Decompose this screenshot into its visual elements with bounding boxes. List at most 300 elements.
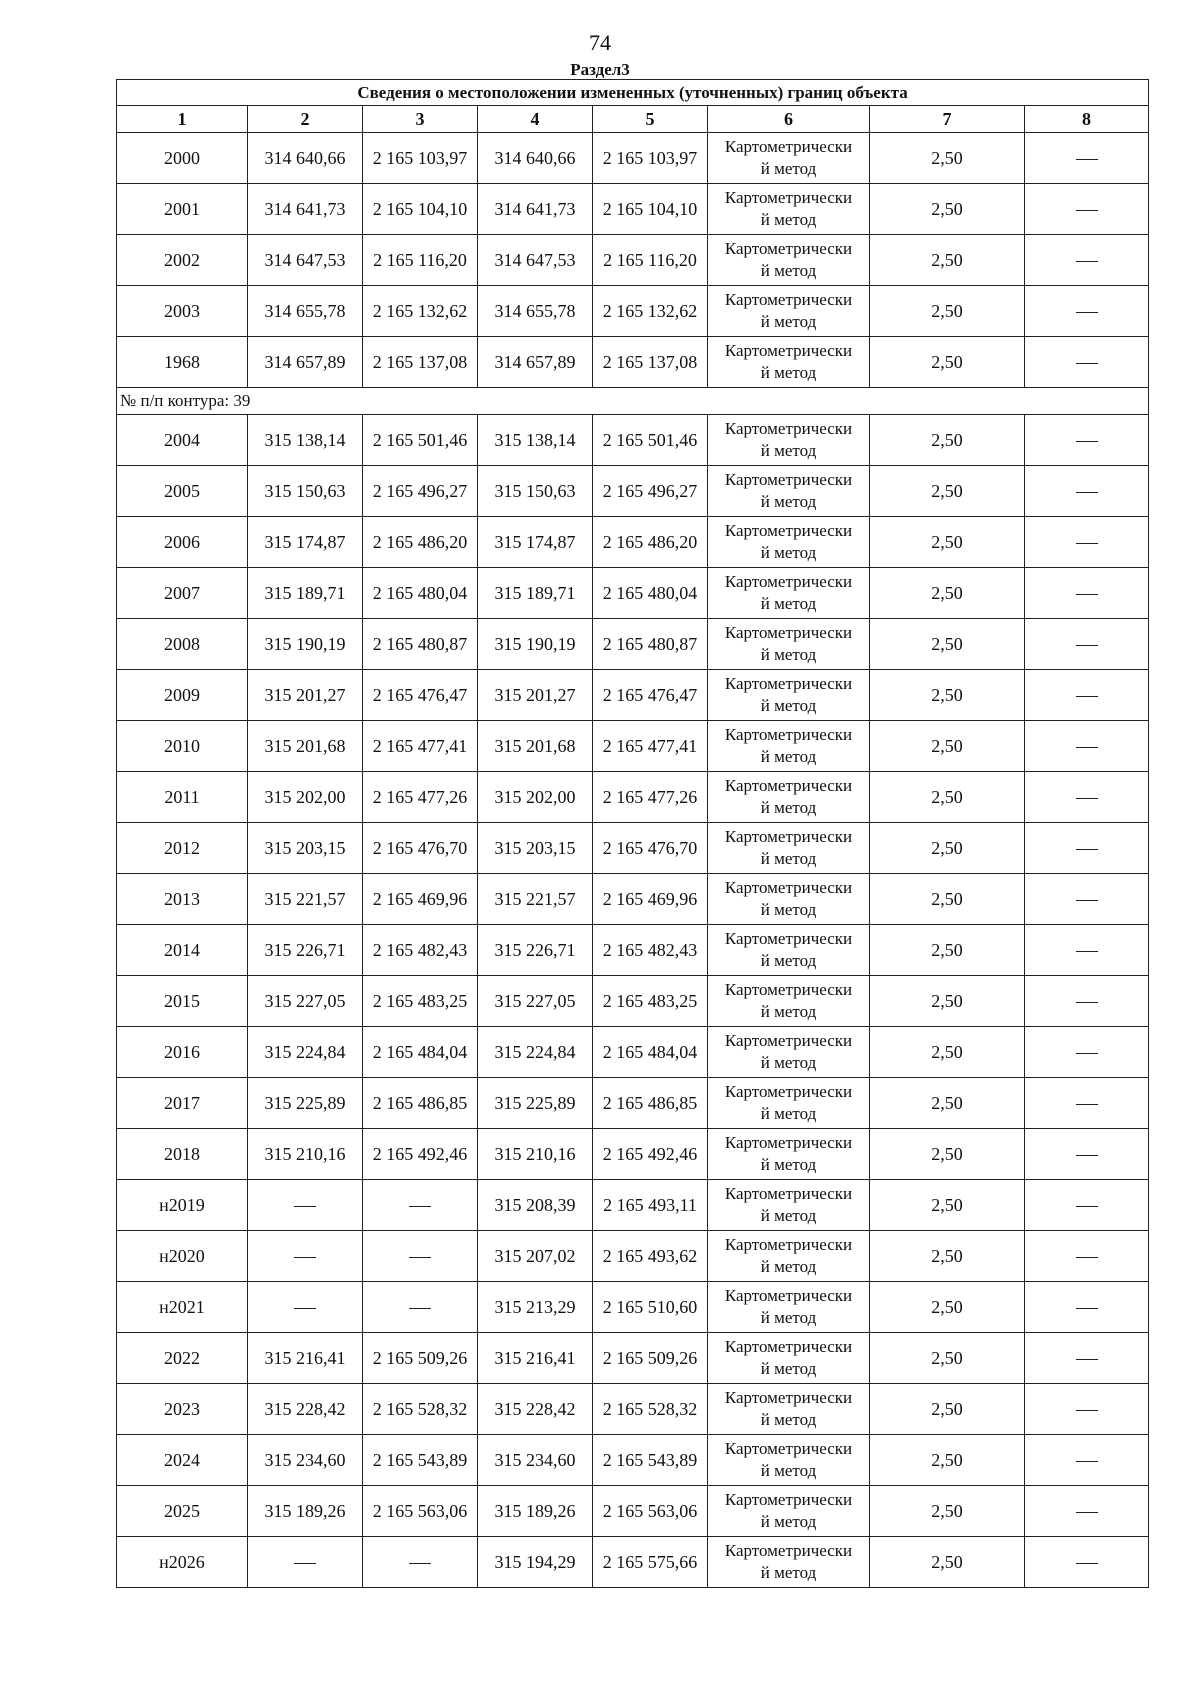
accuracy-cell: 2,50 (870, 772, 1025, 823)
table-row (117, 1180, 1149, 1231)
dash-mark (1076, 1002, 1098, 1003)
description-cell (1025, 1486, 1149, 1537)
new-x-cell: 315 216,41 (478, 1333, 593, 1384)
method-text-line: Картометрически (724, 674, 853, 693)
accuracy-cell: 2,50 (870, 976, 1025, 1027)
old-y-cell (363, 1282, 478, 1333)
method-text-line: й метод (760, 696, 817, 715)
old-y-cell: 2 165 103,97 (363, 133, 478, 184)
accuracy-cell: 2,50 (870, 874, 1025, 925)
dash-mark (1076, 159, 1098, 160)
accuracy-cell: 2,50 (870, 1231, 1025, 1282)
description-cell (1025, 415, 1149, 466)
point-number-cell: 2012 (117, 823, 248, 874)
new-y-cell: 2 165 528,32 (593, 1384, 708, 1435)
description-cell (1025, 823, 1149, 874)
accuracy-cell: 2,50 (870, 1180, 1025, 1231)
method-text-line: й метод (760, 645, 817, 664)
method-cell (708, 1129, 870, 1180)
new-y-cell: 2 165 493,11 (593, 1180, 708, 1231)
method-text-line: й метод (760, 1461, 817, 1480)
table-row (117, 133, 1149, 184)
method-cell (708, 772, 870, 823)
method-text-line: Картометрически (724, 725, 853, 744)
table-row (117, 1537, 1149, 1588)
old-x-cell: 315 234,60 (248, 1435, 363, 1486)
old-x-cell: 314 640,66 (248, 133, 363, 184)
new-x-cell: 315 221,57 (478, 874, 593, 925)
dash-mark (1076, 1257, 1098, 1258)
dash-mark (1076, 696, 1098, 697)
accuracy-cell: 2,50 (870, 337, 1025, 388)
method-text-line: й метод (760, 159, 817, 178)
method-cell (708, 1435, 870, 1486)
old-y-cell: 2 165 501,46 (363, 415, 478, 466)
column-header: 6 (708, 106, 870, 133)
dash-mark (1076, 492, 1098, 493)
old-y-cell: 2 165 482,43 (363, 925, 478, 976)
point-number-cell: 2017 (117, 1078, 248, 1129)
table-row (117, 466, 1149, 517)
new-y-cell: 2 165 486,20 (593, 517, 708, 568)
old-y-cell: 2 165 486,85 (363, 1078, 478, 1129)
new-y-cell: 2 165 116,20 (593, 235, 708, 286)
point-number-cell: 2004 (117, 415, 248, 466)
accuracy-cell: 2,50 (870, 619, 1025, 670)
new-x-cell: 314 640,66 (478, 133, 593, 184)
column-header: 4 (478, 106, 593, 133)
method-text-line: Картометрически (724, 572, 853, 591)
accuracy-cell: 2,50 (870, 1435, 1025, 1486)
old-x-cell (248, 1180, 363, 1231)
method-cell (708, 1078, 870, 1129)
method-text-line: й метод (760, 363, 817, 382)
point-number-cell: 2003 (117, 286, 248, 337)
table-row (117, 415, 1149, 466)
new-x-cell: 314 657,89 (478, 337, 593, 388)
point-number-cell: 2005 (117, 466, 248, 517)
method-text-line: Картометрически (724, 827, 853, 846)
table-row (117, 976, 1149, 1027)
method-text-line: й метод (760, 261, 817, 280)
method-cell (708, 286, 870, 337)
method-text-line: Картометрически (724, 290, 853, 309)
accuracy-cell: 2,50 (870, 568, 1025, 619)
table-row (117, 823, 1149, 874)
new-x-cell: 315 202,00 (478, 772, 593, 823)
old-y-cell: 2 165 486,20 (363, 517, 478, 568)
method-text-line: й метод (760, 1002, 817, 1021)
new-y-cell: 2 165 104,10 (593, 184, 708, 235)
accuracy-cell: 2,50 (870, 1027, 1025, 1078)
description-cell (1025, 1384, 1149, 1435)
old-x-cell: 315 224,84 (248, 1027, 363, 1078)
dash-mark (294, 1257, 316, 1258)
description-cell (1025, 337, 1149, 388)
accuracy-cell: 2,50 (870, 1486, 1025, 1537)
point-number-cell: 2013 (117, 874, 248, 925)
method-text-line: й метод (760, 1512, 817, 1531)
method-cell (708, 976, 870, 1027)
description-cell (1025, 133, 1149, 184)
description-cell (1025, 1231, 1149, 1282)
new-x-cell: 314 655,78 (478, 286, 593, 337)
method-cell (708, 823, 870, 874)
point-number-cell: н2019 (117, 1180, 248, 1231)
description-cell (1025, 1180, 1149, 1231)
old-x-cell: 315 226,71 (248, 925, 363, 976)
description-cell (1025, 874, 1149, 925)
new-x-cell: 315 201,27 (478, 670, 593, 721)
method-cell (708, 874, 870, 925)
dash-mark (294, 1206, 316, 1207)
new-x-cell: 315 234,60 (478, 1435, 593, 1486)
old-y-cell: 2 165 543,89 (363, 1435, 478, 1486)
column-header-row (117, 106, 1149, 133)
method-text-line: Картометрически (724, 980, 853, 999)
accuracy-cell: 2,50 (870, 235, 1025, 286)
old-x-cell (248, 1537, 363, 1588)
method-cell (708, 235, 870, 286)
old-x-cell: 315 228,42 (248, 1384, 363, 1435)
old-x-cell: 314 657,89 (248, 337, 363, 388)
new-x-cell: 315 174,87 (478, 517, 593, 568)
old-x-cell: 314 655,78 (248, 286, 363, 337)
method-text-line: Картометрически (724, 1337, 853, 1356)
method-cell (708, 1282, 870, 1333)
method-text-line: Картометрически (724, 1439, 853, 1458)
method-text-line: Картометрически (724, 1388, 853, 1407)
description-cell (1025, 235, 1149, 286)
method-text-line: й метод (760, 594, 817, 613)
old-y-cell (363, 1180, 478, 1231)
method-text-line: й метод (760, 1257, 817, 1276)
new-x-cell: 315 189,26 (478, 1486, 593, 1537)
method-text-line: й метод (760, 747, 817, 766)
new-x-cell: 315 227,05 (478, 976, 593, 1027)
method-text-line: й метод (760, 1206, 817, 1225)
new-y-cell: 2 165 477,41 (593, 721, 708, 772)
table-row (117, 772, 1149, 823)
method-text-line: Картометрически (724, 1031, 853, 1050)
description-cell (1025, 772, 1149, 823)
new-y-cell: 2 165 477,26 (593, 772, 708, 823)
old-y-cell: 2 165 476,47 (363, 670, 478, 721)
dash-mark (1076, 1359, 1098, 1360)
method-cell (708, 619, 870, 670)
old-y-cell: 2 165 496,27 (363, 466, 478, 517)
column-header: 2 (248, 106, 363, 133)
table-caption-row (117, 80, 1149, 106)
method-cell (708, 1180, 870, 1231)
table-row (117, 1231, 1149, 1282)
description-cell (1025, 1129, 1149, 1180)
dash-mark (1076, 261, 1098, 262)
dash-mark (1076, 900, 1098, 901)
point-number-cell: 2001 (117, 184, 248, 235)
dash-mark (1076, 210, 1098, 211)
method-cell (708, 133, 870, 184)
point-number-cell: 2022 (117, 1333, 248, 1384)
accuracy-cell: 2,50 (870, 1129, 1025, 1180)
contour-row (117, 388, 1149, 415)
old-x-cell: 315 189,71 (248, 568, 363, 619)
table-row (117, 1384, 1149, 1435)
method-text-line: й метод (760, 492, 817, 511)
new-x-cell: 315 207,02 (478, 1231, 593, 1282)
new-y-cell: 2 165 509,26 (593, 1333, 708, 1384)
new-y-cell: 2 165 492,46 (593, 1129, 708, 1180)
point-number-cell: 1968 (117, 337, 248, 388)
description-cell (1025, 286, 1149, 337)
method-text-line: Картометрически (724, 419, 853, 438)
dash-mark (1076, 645, 1098, 646)
method-text-line: й метод (760, 1359, 817, 1378)
column-header: 7 (870, 106, 1025, 133)
method-text-line: Картометрически (724, 239, 853, 258)
new-y-cell: 2 165 137,08 (593, 337, 708, 388)
old-x-cell: 315 227,05 (248, 976, 363, 1027)
new-y-cell: 2 165 496,27 (593, 466, 708, 517)
method-text-line: Картометрически (724, 929, 853, 948)
new-x-cell: 315 138,14 (478, 415, 593, 466)
new-y-cell: 2 165 484,04 (593, 1027, 708, 1078)
point-number-cell: 2025 (117, 1486, 248, 1537)
old-x-cell: 315 174,87 (248, 517, 363, 568)
point-number-cell: 2008 (117, 619, 248, 670)
point-number-cell: 2009 (117, 670, 248, 721)
method-text-line: Картометрически (724, 623, 853, 642)
old-y-cell: 2 165 132,62 (363, 286, 478, 337)
accuracy-cell: 2,50 (870, 670, 1025, 721)
description-cell (1025, 721, 1149, 772)
method-text-line: й метод (760, 1155, 817, 1174)
method-text-line: Картометрически (724, 878, 853, 897)
method-cell (708, 568, 870, 619)
method-text-line: Картометрически (724, 1286, 853, 1305)
dash-mark (1076, 1308, 1098, 1309)
table-row (117, 925, 1149, 976)
dash-mark (1076, 441, 1098, 442)
new-y-cell: 2 165 132,62 (593, 286, 708, 337)
point-number-cell: 2014 (117, 925, 248, 976)
point-number-cell: 2010 (117, 721, 248, 772)
new-x-cell: 314 647,53 (478, 235, 593, 286)
method-cell (708, 337, 870, 388)
old-y-cell: 2 165 137,08 (363, 337, 478, 388)
new-x-cell: 315 150,63 (478, 466, 593, 517)
method-text-line: й метод (760, 210, 817, 229)
method-cell (708, 721, 870, 772)
description-cell (1025, 1435, 1149, 1486)
table-row (117, 184, 1149, 235)
method-text-line: Картометрически (724, 1235, 853, 1254)
method-text-line: й метод (760, 951, 817, 970)
table-row (117, 568, 1149, 619)
point-number-cell: 2018 (117, 1129, 248, 1180)
new-x-cell: 315 225,89 (478, 1078, 593, 1129)
point-number-cell: 2002 (117, 235, 248, 286)
accuracy-cell: 2,50 (870, 823, 1025, 874)
old-y-cell: 2 165 483,25 (363, 976, 478, 1027)
old-x-cell (248, 1231, 363, 1282)
accuracy-cell: 2,50 (870, 1282, 1025, 1333)
description-cell (1025, 466, 1149, 517)
accuracy-cell: 2,50 (870, 1333, 1025, 1384)
old-y-cell: 2 165 528,32 (363, 1384, 478, 1435)
point-number-cell: 2023 (117, 1384, 248, 1435)
old-x-cell: 315 216,41 (248, 1333, 363, 1384)
new-y-cell: 2 165 493,62 (593, 1231, 708, 1282)
description-cell (1025, 670, 1149, 721)
point-number-cell: 2024 (117, 1435, 248, 1486)
old-y-cell: 2 165 484,04 (363, 1027, 478, 1078)
accuracy-cell: 2,50 (870, 133, 1025, 184)
method-text-line: й метод (760, 849, 817, 868)
old-x-cell: 315 201,27 (248, 670, 363, 721)
old-y-cell: 2 165 480,04 (363, 568, 478, 619)
table-row (117, 286, 1149, 337)
point-number-cell: 2000 (117, 133, 248, 184)
old-y-cell: 2 165 477,41 (363, 721, 478, 772)
new-x-cell: 315 210,16 (478, 1129, 593, 1180)
table-row (117, 670, 1149, 721)
old-x-cell: 315 203,15 (248, 823, 363, 874)
column-header: 3 (363, 106, 478, 133)
point-number-cell: н2026 (117, 1537, 248, 1588)
method-cell (708, 925, 870, 976)
dash-mark (1076, 1512, 1098, 1513)
method-cell (708, 466, 870, 517)
new-y-cell: 2 165 482,43 (593, 925, 708, 976)
description-cell (1025, 925, 1149, 976)
dash-mark (1076, 747, 1098, 748)
table-row (117, 1078, 1149, 1129)
method-text-line: Картометрически (724, 1082, 853, 1101)
new-y-cell: 2 165 480,04 (593, 568, 708, 619)
table-row (117, 721, 1149, 772)
new-y-cell: 2 165 476,47 (593, 670, 708, 721)
new-y-cell: 2 165 103,97 (593, 133, 708, 184)
accuracy-cell: 2,50 (870, 517, 1025, 568)
dash-mark (409, 1257, 431, 1258)
dash-mark (409, 1563, 431, 1564)
dash-mark (1076, 1206, 1098, 1207)
new-y-cell: 2 165 563,06 (593, 1486, 708, 1537)
method-cell (708, 517, 870, 568)
point-number-cell: 2007 (117, 568, 248, 619)
method-text-line: й метод (760, 900, 817, 919)
old-x-cell: 314 641,73 (248, 184, 363, 235)
table-caption: Сведения о местоположении измененных (уточненных) границ объекта (117, 80, 1149, 106)
method-cell (708, 184, 870, 235)
method-text-line: Картометрически (724, 188, 853, 207)
dash-mark (1076, 951, 1098, 952)
description-cell (1025, 1537, 1149, 1588)
old-x-cell: 315 221,57 (248, 874, 363, 925)
description-cell (1025, 184, 1149, 235)
old-x-cell: 315 201,68 (248, 721, 363, 772)
old-y-cell: 2 165 469,96 (363, 874, 478, 925)
method-text-line: Картометрически (724, 1184, 853, 1203)
dash-mark (1076, 1104, 1098, 1105)
section-title: Раздел3 (570, 60, 630, 79)
old-x-cell: 315 150,63 (248, 466, 363, 517)
method-text-line: й метод (760, 543, 817, 562)
description-cell (1025, 1078, 1149, 1129)
old-x-cell: 315 190,19 (248, 619, 363, 670)
accuracy-cell: 2,50 (870, 415, 1025, 466)
description-cell (1025, 568, 1149, 619)
dash-mark (294, 1563, 316, 1564)
old-x-cell: 315 210,16 (248, 1129, 363, 1180)
new-x-cell: 315 224,84 (478, 1027, 593, 1078)
method-text-line: й метод (760, 1563, 817, 1582)
table-row (117, 337, 1149, 388)
method-text-line: й метод (760, 1410, 817, 1429)
method-cell (708, 670, 870, 721)
old-y-cell (363, 1537, 478, 1588)
new-x-cell: 315 203,15 (478, 823, 593, 874)
old-y-cell: 2 165 476,70 (363, 823, 478, 874)
new-x-cell: 315 208,39 (478, 1180, 593, 1231)
description-cell (1025, 976, 1149, 1027)
old-x-cell: 315 189,26 (248, 1486, 363, 1537)
point-number-cell: 2016 (117, 1027, 248, 1078)
dash-mark (1076, 1461, 1098, 1462)
old-x-cell: 314 647,53 (248, 235, 363, 286)
table-row (117, 619, 1149, 670)
description-cell (1025, 1333, 1149, 1384)
new-x-cell: 315 194,29 (478, 1537, 593, 1588)
dash-mark (1076, 1410, 1098, 1411)
new-x-cell: 315 189,71 (478, 568, 593, 619)
method-cell (708, 1537, 870, 1588)
method-text-line: й метод (760, 312, 817, 331)
method-cell (708, 1027, 870, 1078)
old-x-cell (248, 1282, 363, 1333)
dash-mark (1076, 1053, 1098, 1054)
new-x-cell: 315 201,68 (478, 721, 593, 772)
dash-mark (1076, 849, 1098, 850)
accuracy-cell: 2,50 (870, 925, 1025, 976)
page-number: 74 (589, 30, 611, 55)
method-text-line: Картометрически (724, 521, 853, 540)
dash-mark (409, 1308, 431, 1309)
table-row (117, 1282, 1149, 1333)
point-number-cell: 2015 (117, 976, 248, 1027)
new-y-cell: 2 165 510,60 (593, 1282, 708, 1333)
old-y-cell (363, 1231, 478, 1282)
new-x-cell: 315 228,42 (478, 1384, 593, 1435)
description-cell (1025, 619, 1149, 670)
method-cell (708, 1231, 870, 1282)
dash-mark (1076, 312, 1098, 313)
new-y-cell: 2 165 575,66 (593, 1537, 708, 1588)
old-y-cell: 2 165 480,87 (363, 619, 478, 670)
old-y-cell: 2 165 563,06 (363, 1486, 478, 1537)
old-x-cell: 315 225,89 (248, 1078, 363, 1129)
method-cell (708, 1384, 870, 1435)
dash-mark (1076, 594, 1098, 595)
method-text-line: Картометрически (724, 1541, 853, 1560)
description-cell (1025, 1282, 1149, 1333)
new-y-cell: 2 165 501,46 (593, 415, 708, 466)
column-header: 1 (117, 106, 248, 133)
new-y-cell: 2 165 486,85 (593, 1078, 708, 1129)
method-cell (708, 1333, 870, 1384)
accuracy-cell: 2,50 (870, 286, 1025, 337)
